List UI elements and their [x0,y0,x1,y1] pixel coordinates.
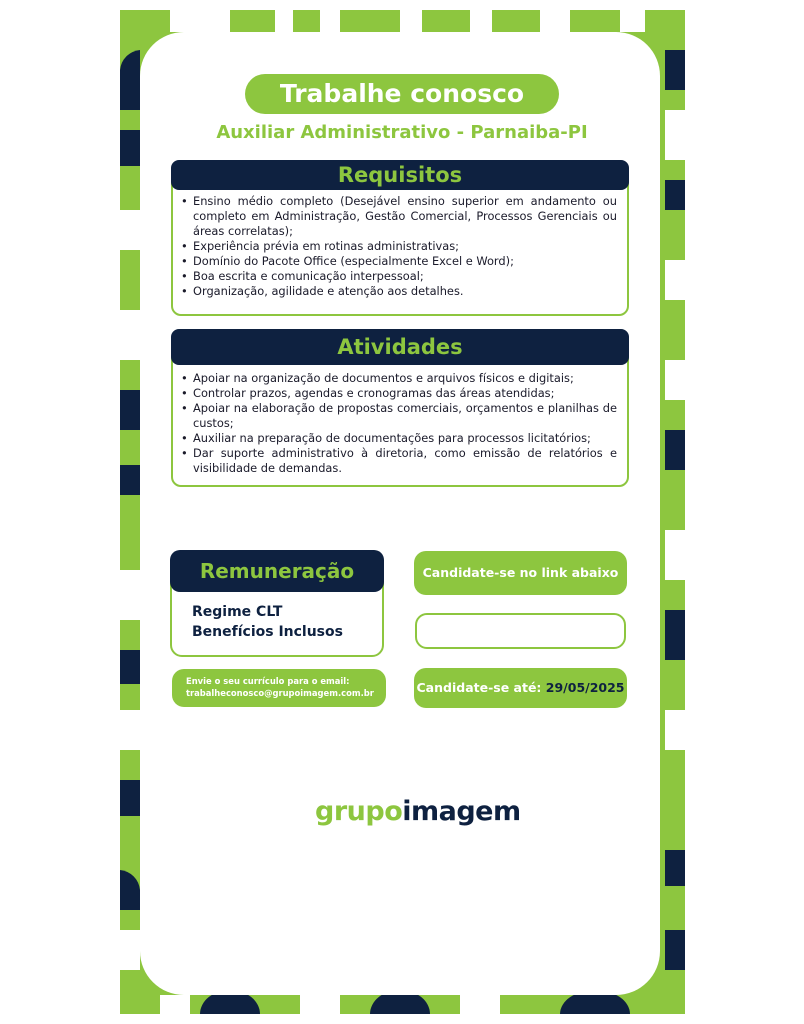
job-title: Auxiliar Administrativo - Parnaiba-PI [216,122,588,143]
regime-text: Regime CLT [192,604,283,620]
page-title: Trabalhe conosco [245,74,559,114]
atividades-heading: Atividades [171,329,629,365]
email-label: Envie o seu currículo para o email: [186,676,350,686]
email-address[interactable]: trabalheconosco@grupoimagem.com.br [186,688,374,698]
deadline-label: Candidate-se até: [416,680,542,695]
list-item: • Dar suporte administrativo à diretoria, como emissão de relatórios e visibilidade de demandas. [193,446,617,476]
list-item: • Controlar prazos, agendas e cronogramas das áreas atendidas; [193,386,617,401]
list-item: • Auxiliar na preparação de documentações para processos licitatórios; [193,431,617,446]
remuneracao-heading: Remuneração [170,550,384,592]
list-item: • Domínio do Pacote Office (especialmente Excel e Word); [193,254,617,269]
atividades-section [171,329,629,487]
list-item: • Boa escrita e comunicação interpessoal; [193,269,617,284]
list-item: • Experiência prévia em rotinas administrativas; [193,239,617,254]
logo-part-imagem: imagem [402,796,521,827]
remuneracao-box [170,550,384,657]
beneficios-text: Benefícios Inclusos [192,624,343,640]
list-item: • Organização, agilidade e atenção aos detalhes. [193,284,617,299]
list-item: • Apoiar na elaboração de propostas comerciais, orçamentos e planilhas de custos; [193,401,617,431]
requisitos-heading: Requisitos [171,160,629,190]
company-logo [315,796,521,827]
apply-link-field[interactable] [415,613,626,649]
deadline-badge [414,668,627,708]
email-box[interactable] [172,669,386,707]
apply-link-button[interactable]: Candidate-se no link abaixo [414,551,627,595]
requisitos-section [171,160,629,316]
list-item: • Apoiar na organização de documentos e arquivos físicos e digitais; [193,371,617,386]
logo-part-grupo: grupo [315,796,403,827]
list-item: • Ensino médio completo (Desejável ensino superior em andamento ou completo em Administração, Gestão Comercial, Processos Gerenciais ou áreas correlatas); [193,194,617,239]
deadline-date: 29/05/2025 [545,680,625,695]
